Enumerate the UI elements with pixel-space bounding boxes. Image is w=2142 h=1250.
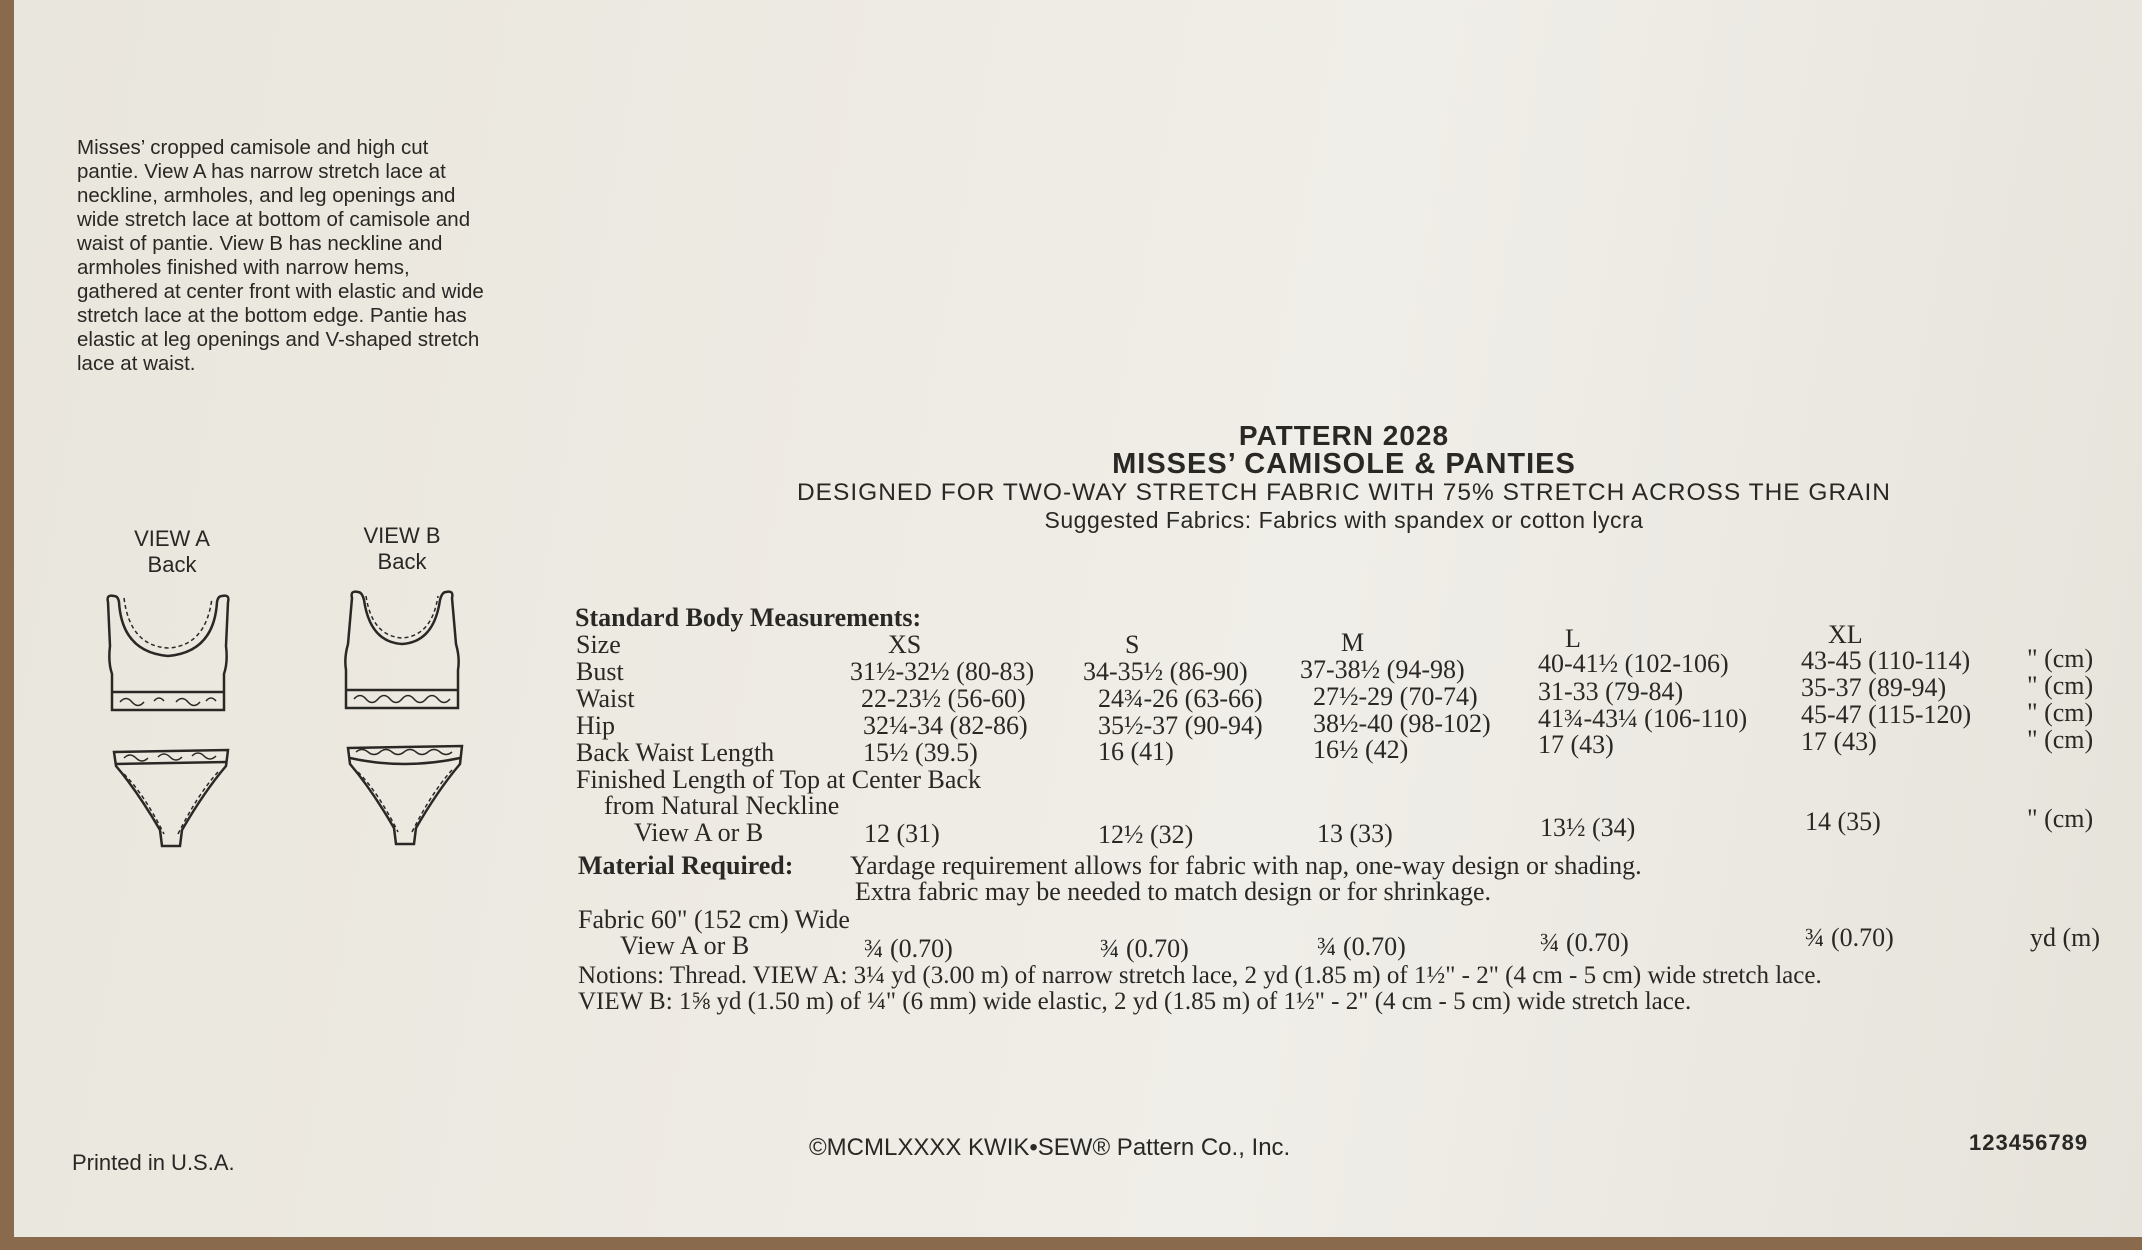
unit-label: " (cm)	[2027, 671, 2094, 700]
description-line: Misses’ cropped camisole and high cut	[77, 136, 429, 159]
table-cell: 35½-37 (90-94)	[1098, 711, 1263, 740]
fabric-width-label: Fabric 60" (152 cm) Wide	[578, 905, 850, 934]
pattern-number: PATTERN 2028	[1238, 420, 1450, 451]
size-header: S	[1125, 630, 1140, 659]
view-b-camisole-illustration	[336, 586, 486, 716]
table-cell: 32¼-34 (82-86)	[863, 711, 1028, 740]
finished-length-label: Finished Length of Top at Center Back	[576, 765, 981, 794]
table-cell: 34-35½ (86-90)	[1083, 657, 1248, 686]
printed-in-label: Printed in U.S.A.	[72, 1150, 235, 1175]
table-cell: 17 (43)	[1801, 727, 1877, 756]
size-header: L	[1565, 624, 1581, 653]
table-cell: 41¾-43¼ (106-110)	[1538, 704, 1748, 733]
table-surface	[0, 1237, 2142, 1250]
view-b-sub: Back	[377, 549, 427, 574]
material-label: Material Required:	[578, 851, 794, 880]
yardage-cell: ¾ (0.70)	[864, 934, 953, 963]
measurements-heading: Standard Body Measurements:	[575, 603, 922, 632]
row-label: Waist	[576, 684, 635, 713]
view-a-panty-illustration	[110, 742, 232, 852]
table-cell: 12 (31)	[864, 819, 940, 848]
description-line: pantie. View A has narrow stretch lace at	[77, 160, 446, 183]
yardage-cell: ¾ (0.70)	[1805, 923, 1894, 952]
description-line: gathered at center front with elastic and wide	[77, 280, 484, 303]
table-cell: 35-37 (89-94)	[1801, 673, 1947, 702]
view-a-title: VIEW A	[134, 526, 210, 551]
pattern-envelope-back	[14, 0, 2142, 1250]
size-header: XS	[888, 630, 922, 659]
row-label: View A or B	[634, 818, 764, 847]
description-line: waist of pantie. View B has neckline and	[77, 232, 443, 255]
unit-label: " (cm)	[2027, 804, 2094, 833]
suggested-fabrics: Suggested Fabrics: Fabrics with spandex or cotton lycra	[1044, 507, 1644, 533]
table-cell: 13 (33)	[1317, 819, 1393, 848]
yardage-cell: ¾ (0.70)	[1317, 932, 1406, 961]
table-cell: 43-45 (110-114)	[1801, 646, 1971, 675]
description-line: lace at waist.	[77, 352, 196, 375]
description-line: neckline, armholes, and leg openings and	[77, 184, 456, 207]
table-cell: 12½ (32)	[1098, 820, 1194, 849]
table-cell: 15½ (39.5)	[863, 738, 978, 767]
table-cell: 31½-32½ (80-83)	[850, 657, 1035, 686]
notions-line: VIEW B: 1⅝ yd (1.50 m) of ¼" (6 mm) wide elastic, 2 yd (1.85 m) of 1½" - 2" (4 cm - 5 cm) wide stretch lace.	[578, 988, 1692, 1015]
unit-label: yd (m)	[2030, 923, 2101, 952]
catalog-code: 123456789	[1969, 1130, 2089, 1155]
description-line: wide stretch lace at bottom of camisole and	[77, 208, 471, 231]
table-cell: 17 (43)	[1538, 730, 1614, 759]
table-cell: 27½-29 (70-74)	[1313, 682, 1478, 711]
unit-label: " (cm)	[2027, 644, 2094, 673]
table-cell: 22-23½ (56-60)	[861, 684, 1026, 713]
row-label: Bust	[576, 657, 624, 686]
table-cell: 13½ (34)	[1540, 813, 1636, 842]
notions-line: Notions: Thread. VIEW A: 3¼ yd (3.00 m) of narrow stretch lace, 2 yd (1.85 m) of 1½" - 2" (4 cm - 5 cm) wide stretch lace.	[578, 962, 1822, 989]
size-header: M	[1341, 628, 1365, 657]
table-cell: 14 (35)	[1805, 807, 1881, 836]
unit-label: " (cm)	[2027, 725, 2094, 754]
row-label: View A or B	[620, 931, 750, 960]
view-a-camisole-illustration	[96, 588, 246, 718]
table-cell: 24¾-26 (63-66)	[1098, 684, 1263, 713]
view-b-label	[342, 523, 462, 575]
table-cell: 38½-40 (98-102)	[1313, 709, 1491, 738]
copyright: ©MCMLXXXX KWIK•SEW® Pattern Co., Inc.	[809, 1134, 1291, 1161]
description-line: elastic at leg openings and V-shaped stretch	[77, 328, 480, 351]
description-line: stretch lace at the bottom edge. Pantie has	[77, 304, 467, 327]
size-header: XL	[1828, 620, 1863, 649]
table-cell: 45-47 (115-120)	[1801, 700, 1972, 729]
view-b-title: VIEW B	[363, 523, 441, 548]
row-label: Back Waist Length	[576, 738, 775, 767]
row-label: Hip	[576, 711, 615, 740]
material-note: Extra fabric may be needed to match design or for shrinkage.	[855, 877, 1492, 906]
table-cell: 37-38½ (94-98)	[1300, 655, 1465, 684]
finished-length-sub: from Natural Neckline	[604, 791, 840, 820]
unit-label: " (cm)	[2027, 698, 2094, 727]
table-cell: 31-33 (79-84)	[1538, 677, 1684, 706]
pattern-description	[77, 136, 563, 376]
size-label: Size	[576, 630, 621, 659]
yardage-cell: ¾ (0.70)	[1100, 934, 1189, 963]
view-b-panty-illustration	[344, 740, 466, 850]
table-cell: 16½ (42)	[1313, 735, 1409, 764]
table-cell: 16 (41)	[1098, 737, 1174, 766]
material-note: Yardage requirement allows for fabric with nap, one-way design or shading.	[850, 851, 1642, 880]
view-a-sub: Back	[147, 552, 197, 577]
fabric-requirement-note: DESIGNED FOR TWO-WAY STRETCH FABRIC WITH 75% STRETCH ACROSS THE GRAIN	[796, 479, 1892, 506]
yardage-cell: ¾ (0.70)	[1540, 928, 1629, 957]
table-cell: 40-41½ (102-106)	[1538, 649, 1729, 678]
pattern-title: MISSES’ CAMISOLE & PANTIES	[1112, 448, 1576, 480]
description-line: armholes finished with narrow hems,	[77, 256, 410, 279]
view-a-label	[112, 526, 232, 578]
